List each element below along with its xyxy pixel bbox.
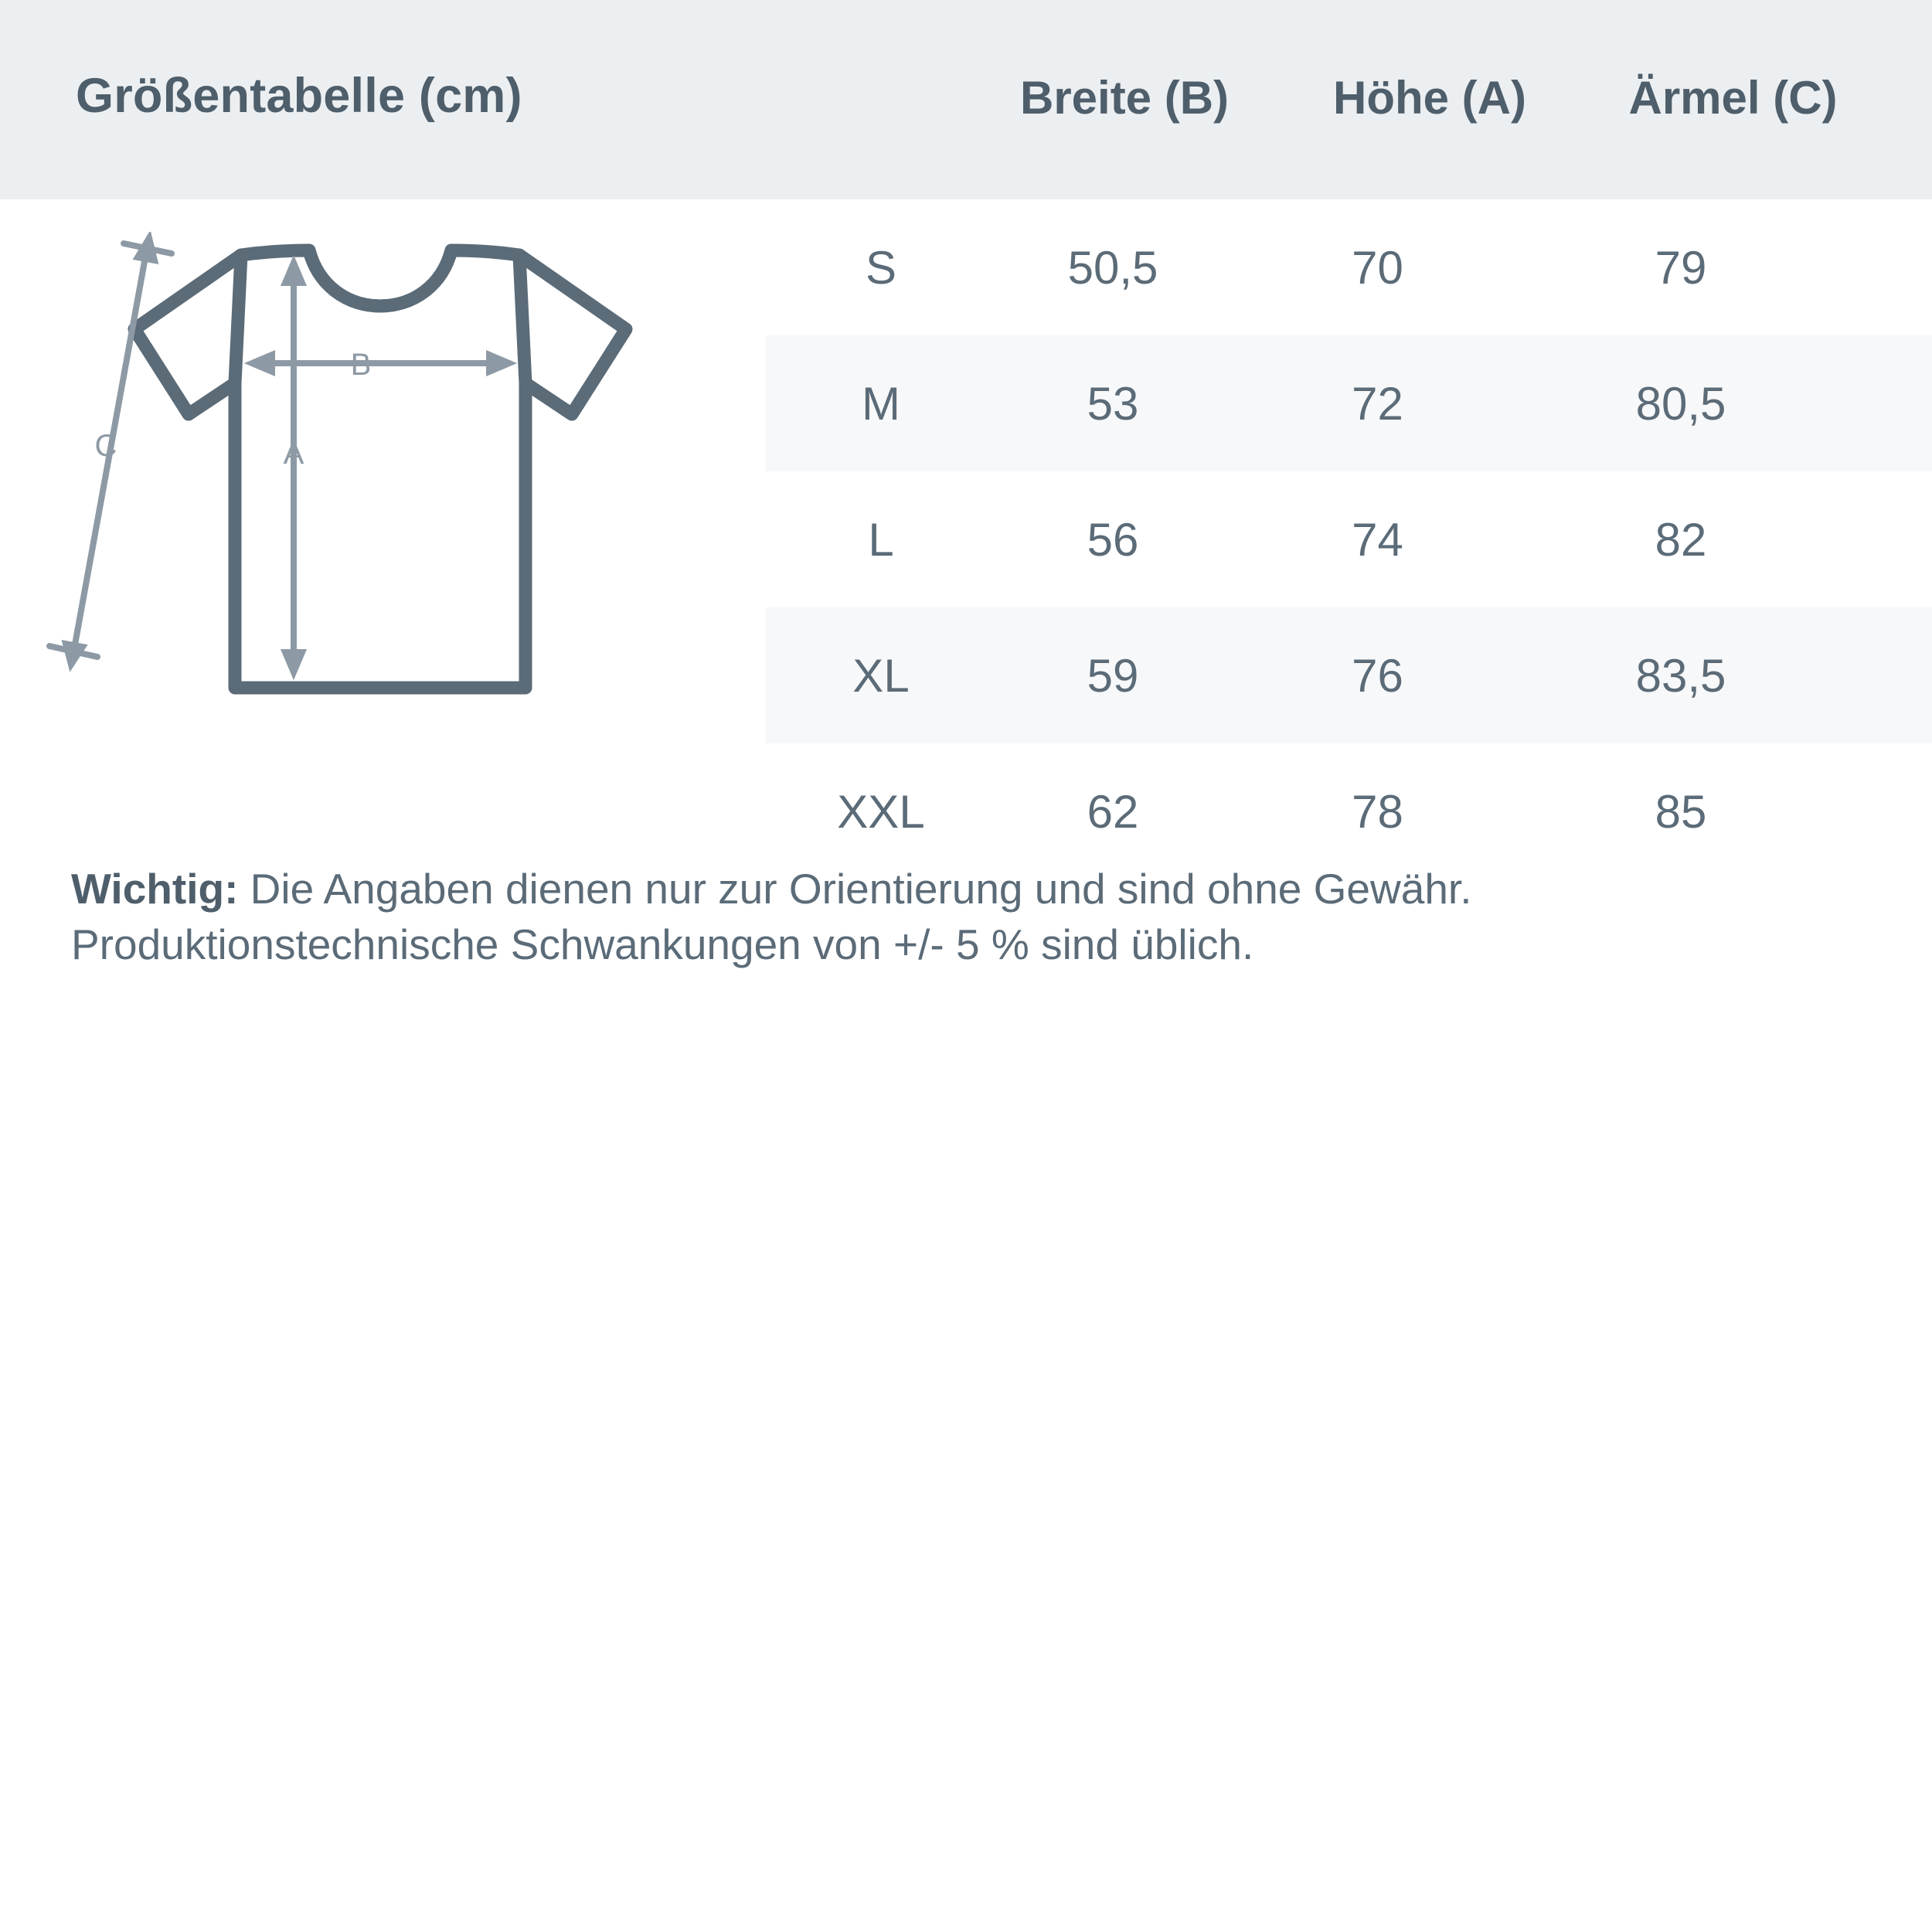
cell-sleeve: 79 <box>1655 241 1707 294</box>
cell-height: 78 <box>1352 785 1403 838</box>
table-row <box>765 607 1932 743</box>
cell-height: 74 <box>1352 513 1403 566</box>
cell-width: 50,5 <box>1067 241 1158 294</box>
table-row <box>765 199 1932 335</box>
cell-size: XXL <box>837 785 925 838</box>
table-header-band <box>0 0 1932 199</box>
column-headers <box>970 71 1886 124</box>
garment-diagram <box>31 232 788 819</box>
page-title: Größentabelle (cm) <box>76 69 522 123</box>
longsleeve-shirt-icon <box>31 232 788 819</box>
cell-sleeve: 80,5 <box>1635 377 1726 430</box>
disclaimer-note <box>71 862 1872 972</box>
cell-sleeve: 85 <box>1655 785 1707 838</box>
cell-size: S <box>865 241 897 294</box>
column-header-sleeve: Ärmel (C) <box>1628 72 1838 124</box>
cell-width: 53 <box>1087 377 1139 430</box>
cell-size: L <box>868 513 894 566</box>
cell-width: 59 <box>1087 649 1139 702</box>
diagram-label-b: B <box>350 348 372 382</box>
cell-height: 70 <box>1352 241 1403 294</box>
cell-sleeve: 83,5 <box>1635 649 1726 702</box>
cell-height: 76 <box>1352 649 1403 702</box>
table-row <box>765 471 1932 607</box>
table-row <box>765 743 1932 879</box>
disclaimer-label: Wichtig: <box>71 865 239 913</box>
size-table <box>765 199 1932 879</box>
cell-sleeve: 82 <box>1655 513 1707 566</box>
diagram-label-c: C <box>94 429 117 463</box>
disclaimer-text: Die Angaben dienen nur zur Orientierung und sind ohne Gewähr. Produktionstechnische Schwankungen von +/- 5 % sind üblich. <box>71 865 1472 968</box>
cell-size: M <box>862 377 900 430</box>
cell-width: 56 <box>1087 513 1139 566</box>
diagram-label-a: A <box>283 437 304 471</box>
cell-width: 62 <box>1087 785 1139 838</box>
column-header-width: Breite (B) <box>1019 72 1230 124</box>
table-row <box>765 335 1932 471</box>
cell-size: XL <box>852 649 910 702</box>
column-header-height: Höhe (A) <box>1333 72 1526 124</box>
cell-height: 72 <box>1352 377 1403 430</box>
